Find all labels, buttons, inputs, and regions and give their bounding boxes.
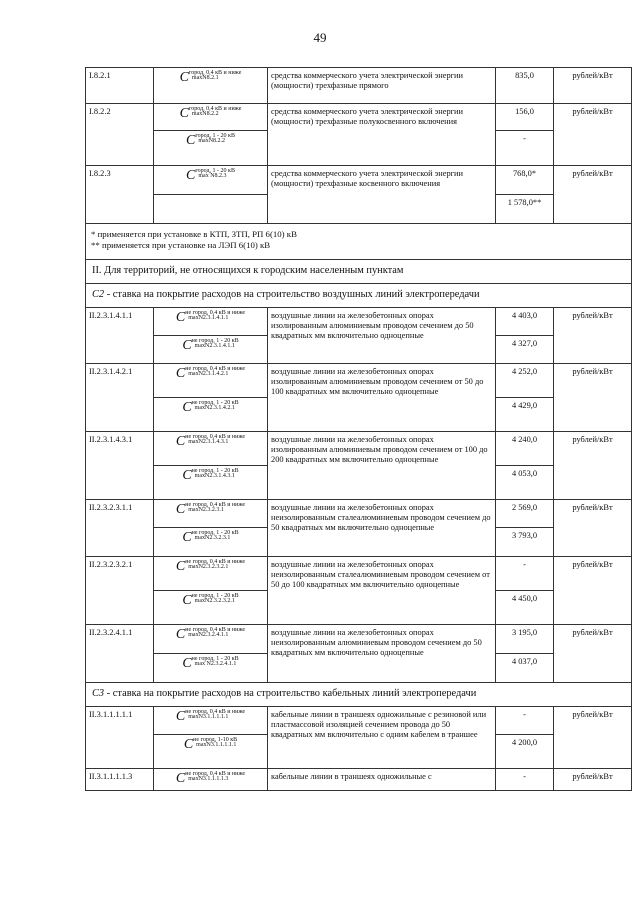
rate-symbol-sub: maxN2.3.1.4.2.1: [194, 405, 235, 412]
rate-description: воздушные линии на железобетонных опорах неизолированным сталеалюминиевым проводом сечением от 50 до 100 квадратных мм включительно одноцепные: [268, 557, 496, 625]
rate-symbol-sup: не город, 0,4 кВ и ниже: [185, 627, 246, 633]
rate-symbol-formula: C не город, 1 - 20 кВ maxN2.3.1.4.3.1: [182, 468, 239, 483]
rate-unit: рублей/кВт: [554, 500, 632, 557]
rate-value: 2 569,0: [496, 500, 554, 528]
rate-symbol-sup: город, 0,4 кВ и ниже: [188, 106, 242, 112]
c2-heading: [86, 284, 632, 308]
rate-symbol-sub: maxN2.3.1.4.2.1: [188, 371, 229, 378]
rate-symbol-sup: не город, 0,4 кВ и ниже: [185, 709, 246, 715]
rate-value: -: [496, 707, 554, 735]
rate-code: II.2.3.1.4.2.1: [86, 364, 154, 432]
rate-symbol-formula: C не город, 1 - 20 кВ maxN2.3.1.4.1.1: [182, 338, 239, 353]
rate-value: 4 450,0: [496, 591, 554, 625]
rate-symbol-sub: maxN8.2.1: [191, 75, 219, 82]
table-row: [86, 769, 632, 791]
rate-symbol-sup: не город, 0,4 кВ и ниже: [185, 434, 246, 440]
section-title: II. Для территорий, не относящихся к городским населенным пунктам: [92, 265, 404, 276]
rate-symbol: [154, 131, 268, 166]
footnote: ** применяется при установке на ЛЭП 6(10) кВ: [91, 239, 271, 250]
rate-symbol: [154, 308, 268, 336]
rate-value: 4 053,0: [496, 466, 554, 500]
rate-value: 3 195,0: [496, 625, 554, 654]
rate-value: 4 429,0: [496, 398, 554, 432]
table-row: [86, 707, 632, 735]
rate-symbol-sub: maxN2.3.1.4.3.1: [188, 439, 229, 446]
rate-unit: рублей/кВт: [554, 308, 632, 364]
rate-symbol-sub: maxN2.3.2.3.1: [194, 535, 231, 542]
rate-symbol: [154, 625, 268, 654]
rate-code: II.2.3.2.4.1.1: [86, 625, 154, 683]
table-row: [86, 500, 632, 528]
rate-symbol-sub: maxN2.3.1.4.1.1: [194, 343, 235, 350]
rate-unit: рублей/кВт: [554, 166, 632, 224]
rate-value: -: [496, 557, 554, 591]
rate-symbol-sup: не город, 0,4 кВ и ниже: [185, 559, 246, 565]
rate-symbol-formula: C не город, 0,4 кВ и ниже maxN3.1.1.1.1.1: [175, 709, 246, 724]
rate-value: 4 240,0: [496, 432, 554, 466]
rate-symbol: [154, 466, 268, 500]
rate-unit: рублей/кВт: [554, 364, 632, 432]
rate-unit: рублей/кВт: [554, 104, 632, 166]
rate-symbol: [154, 432, 268, 466]
rate-symbol-formula: C город, 1 - 20 кВ max N8.2.3: [186, 168, 235, 183]
rate-unit: рублей/кВт: [554, 769, 632, 791]
section-text: - ставка на покрытие расходов на строительство воздушных линий электропередачи: [104, 289, 480, 300]
rate-value: 4 252,0: [496, 364, 554, 398]
rate-symbol-sup: не город, 1 - 20 кВ: [191, 593, 239, 599]
rate-description: средства коммерческого учета электрической энергии (мощности) трехфазные косвенного включения: [268, 166, 496, 224]
rate-letter: C2: [92, 289, 105, 300]
c3-heading: [86, 683, 632, 707]
rate-value: 768,0*: [496, 166, 554, 195]
footnote: * применяется при установке в КТП, ЗТП, РП 6(10) кВ: [91, 229, 297, 239]
rate-symbol: [154, 336, 268, 364]
rate-symbol-sup: не город, 0,4 кВ и ниже: [185, 771, 246, 777]
rate-description: кабельные линии в траншеях одножильные с: [268, 769, 496, 791]
rate-code: I.8.2.2: [86, 104, 154, 166]
rate-symbol: [154, 707, 268, 735]
table-row: [86, 104, 632, 131]
rate-symbol-sub: maxN2.3.1.4.3.1: [194, 473, 235, 480]
rate-symbol-formula: C не город, 0,4 кВ и ниже maxN3.1.1.1.1.3: [175, 771, 246, 786]
rate-value: 835,0: [496, 68, 554, 104]
rate-symbol-formula: C не город, 1 - 20 кВ maxN2.3.2.3.2.1: [182, 593, 239, 608]
rate-letter: C3: [92, 688, 105, 699]
rate-symbol-sup: не город, 1 - 20 кВ: [191, 530, 239, 536]
rate-symbol-sup: город, 1 - 20 кВ: [195, 133, 235, 139]
rate-symbol-formula: C не город, 0,4 кВ и ниже maxN2.3.2.4.1.1: [175, 627, 246, 642]
rate-symbol-sub: max N8.2.3: [198, 173, 227, 180]
rate-symbol-sup: не город, 1 - 20 кВ: [191, 656, 239, 662]
table-row: [86, 68, 632, 104]
table-row: [86, 432, 632, 466]
rate-value: 1 578,0**: [496, 195, 554, 224]
rate-symbol-formula: C город, 1 - 20 кВ maxN8.2.2: [186, 133, 235, 148]
c3-heading-row: [86, 683, 632, 707]
rate-symbol: [154, 528, 268, 557]
rate-unit: рублей/кВт: [554, 432, 632, 500]
rate-symbol-sub: maxN3.1.1.1.1.1: [196, 742, 237, 749]
rate-symbol-sup: не город, 1 - 20 кВ: [191, 338, 239, 344]
rate-symbol: [154, 654, 268, 683]
rate-symbol: [154, 398, 268, 432]
rate-description: воздушные линии на железобетонных опорах неизолированным алюминиевым проводом сечением до 50 квадратных мм включительно одноцепные: [268, 625, 496, 683]
rate-symbol: [154, 557, 268, 591]
rate-symbol-sup: город, 0,4 кВ и ниже: [188, 70, 242, 76]
rate-symbol-sup: не город, 0,4 кВ и ниже: [185, 502, 246, 508]
rate-description: воздушные линии на железобетонных опорах неизолированным сталеалюминиевым проводом сечением до 50 квадратных мм включительно одноцепные: [268, 500, 496, 557]
rate-symbol-sup: не город, 0,4 кВ и ниже: [185, 366, 246, 372]
rate-unit: рублей/кВт: [554, 68, 632, 104]
rate-description: средства коммерческого учета электрической энергии (мощности) трехфазные полукосвенного включения: [268, 104, 496, 166]
rate-symbol-formula: C не город, 0,4 кВ и ниже maxN2.3.1.4.2.1: [175, 366, 246, 381]
table-row: [86, 308, 632, 336]
rate-symbol-sub: maxN3.1.1.1.1.1: [188, 714, 229, 721]
rate-symbol-sub: max N2.3.2.4.1.1: [194, 661, 237, 668]
notes: [86, 224, 632, 260]
rate-code: II.2.3.1.4.1.1: [86, 308, 154, 364]
rate-symbol-formula: C не город, 0,4 кВ и ниже maxN2.3.1.4.3.1: [175, 434, 246, 449]
rate-symbol: [154, 500, 268, 528]
table-row: [86, 557, 632, 591]
rate-code: I.8.2.1: [86, 68, 154, 104]
rate-symbol-sub: maxN2.3.2.3.2.1: [194, 598, 235, 605]
rate-symbol: [154, 68, 268, 104]
rate-symbol-formula: C не город, 0,4 кВ и ниже maxN2.3.2.3.2.1: [175, 559, 246, 574]
rate-symbol-sub: maxN8.2.2: [198, 138, 226, 145]
rate-symbol-formula: C не город, 1-10 кВ maxN3.1.1.1.1.1: [183, 737, 238, 752]
rate-code: II.2.3.1.4.3.1: [86, 432, 154, 500]
c2-heading-row: [86, 284, 632, 308]
rate-symbol-formula: C не город, 1 - 20 кВ maxN2.3.2.3.1: [182, 530, 239, 545]
rate-symbol-sub: maxN2.3.2.3.1: [188, 507, 224, 514]
rate-code: II.2.3.2.3.2.1: [86, 557, 154, 625]
rate-symbol-sup: не город, 1 - 20 кВ: [191, 400, 239, 406]
rate-symbol: [154, 769, 268, 791]
rate-symbol-sub: maxN2.3.2.3.2.1: [188, 564, 229, 571]
rate-value: -: [496, 131, 554, 166]
rate-symbol: [154, 166, 268, 195]
rate-symbol-sup: не город, 0,4 кВ и ниже: [185, 310, 246, 316]
table-row: [86, 364, 632, 398]
rate-symbol: [154, 195, 268, 224]
rate-value: 156,0: [496, 104, 554, 131]
section-heading-row: [86, 260, 632, 284]
rate-symbol: [154, 364, 268, 398]
rate-symbol-formula: C не город, 0,4 кВ и ниже maxN2.3.1.4.1.1: [175, 310, 246, 325]
rate-symbol-formula: C не город, 0,4 кВ и ниже maxN2.3.2.3.1: [175, 502, 246, 517]
rate-unit: рублей/кВт: [554, 707, 632, 769]
rate-code: II.2.3.2.3.1.1: [86, 500, 154, 557]
rate-symbol-sup: не город, 1 - 20 кВ: [191, 468, 239, 474]
rate-symbol-sub: maxN3.1.1.1.1.3: [188, 776, 229, 783]
rate-symbol-sup: не город, 1-10 кВ: [193, 737, 238, 743]
rate-symbol-formula: C город, 0,4 кВ и ниже maxN8.2.1: [179, 70, 242, 85]
rate-value: 3 793,0: [496, 528, 554, 557]
table-row: [86, 625, 632, 654]
rate-value: 4 403,0: [496, 308, 554, 336]
rate-symbol: [154, 591, 268, 625]
rate-symbol-sub: maxN8.2.2: [191, 111, 219, 118]
rate-unit: рублей/кВт: [554, 625, 632, 683]
rate-symbol: [154, 735, 268, 769]
rate-description: воздушные линии на железобетонных опорах изолированным алюминиевым проводом сечением до 50 квадратных мм включительно одноцепные: [268, 308, 496, 364]
rate-description: кабельные линии в траншеях одножильные с резиновой или пластмассовой изоляцией сечением провода до 50 квадратных мм включительно с одним кабелем в траншее: [268, 707, 496, 769]
rate-code: II.3.1.1.1.1.3: [86, 769, 154, 791]
section-text: - ставка на покрытие расходов на строительство кабельных линий электропередачи: [104, 688, 477, 699]
rate-value: -: [496, 769, 554, 791]
rate-code: II.3.1.1.1.1.1: [86, 707, 154, 769]
rate-symbol-sup: город, 1 - 20 кВ: [195, 168, 235, 174]
rate-symbol-sub: maxN2.3.2.4.1.1: [188, 632, 229, 639]
table-row: [86, 166, 632, 195]
rate-value: 4 200,0: [496, 735, 554, 769]
rate-value: 4 037,0: [496, 654, 554, 683]
notes-row: [86, 224, 632, 260]
rate-symbol-formula: C не город, 1 - 20 кВ maxN2.3.1.4.2.1: [182, 400, 239, 415]
rate-symbol-sub: maxN2.3.1.4.1.1: [188, 315, 229, 322]
rate-value: 4 327,0: [496, 336, 554, 364]
rate-unit: рублей/кВт: [554, 557, 632, 625]
rate-symbol-formula: C город, 0,4 кВ и ниже maxN8.2.2: [179, 106, 242, 121]
rate-code: I.8.2.3: [86, 166, 154, 224]
section-heading: [86, 260, 632, 284]
rate-symbol-formula: C не город, 1 - 20 кВ max N2.3.2.4.1.1: [182, 656, 239, 671]
rate-description: воздушные линии на железобетонных опорах изолированным алюминиевым проводом сечением от 50 до 100 квадратных мм включительно одноцепные: [268, 364, 496, 432]
rate-description: воздушные линии на железобетонных опорах изолированным алюминиевым проводом сечением от 100 до 200 квадратных мм включительно одноцепные: [268, 432, 496, 500]
page-number: 49: [313, 30, 327, 45]
tariff-table: [85, 67, 632, 791]
rate-symbol: [154, 104, 268, 131]
rate-description: средства коммерческого учета электрической энергии (мощности) трехфазные прямого: [268, 68, 496, 104]
